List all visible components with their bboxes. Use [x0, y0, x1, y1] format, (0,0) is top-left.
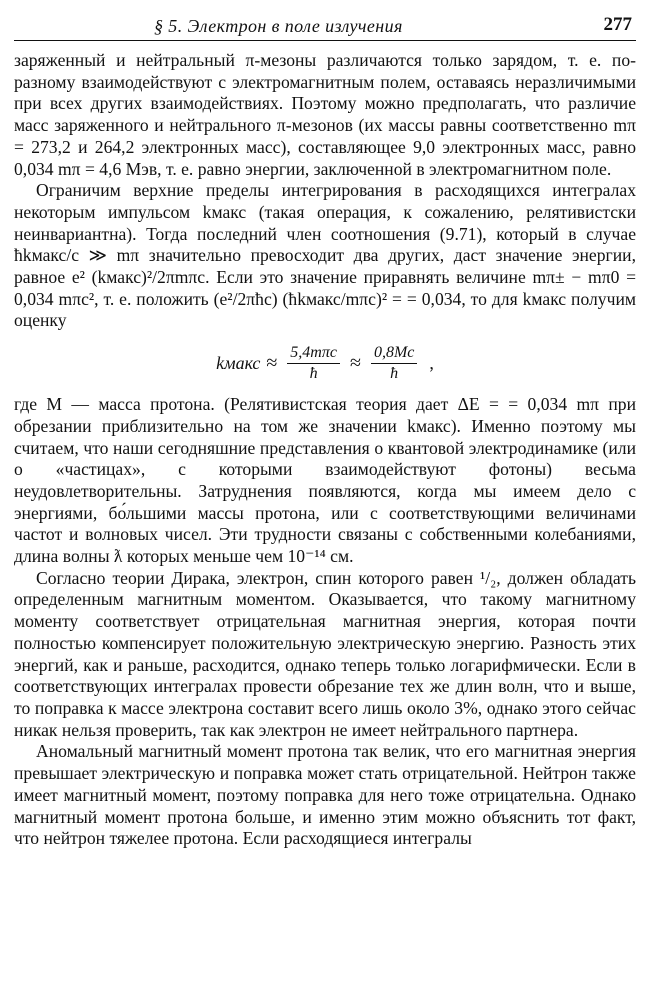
formula-fraction-1 [287, 344, 340, 383]
page-header [14, 10, 636, 41]
paragraph-1: заряженный и нейтральный π-мезоны различаются только зарядом, т. е. по-разному взаимодействуют с электромагнитным полем, оставаясь неразличимыми при всех других взаимодействиях. Поэтому можно предполагать, что различие масс заряженного и нейтрального π-мезонов (их массы равны соответственно mπ = 273,2 и 264,2 электронных масс), составляющее 9,0 электронных масс, равно 0,034 mπ = 4,6 Мэв, т. е. равно энергии, заключенной в электромагнитном поле. [14, 50, 636, 179]
body-text [14, 50, 636, 850]
fraction-1-denominator: ħ [309, 364, 318, 382]
running-head: § 5. Электрон в поле излучения [154, 16, 403, 36]
formula-fraction-2 [371, 344, 417, 383]
formula-k-max [14, 332, 636, 394]
formula-comma: , [429, 352, 434, 373]
fraction-2-denominator: ħ [390, 364, 399, 382]
paragraph-5: Аномальный магнитный момент протона так велик, что его магнитная энергия превышает электрическую и поправка может стать отрицательной. Нейтрон также имеет магнитный момент, поэтому поправка для него тоже отрицательна. Однако магнитный момент протона больше, и именно этим можно объяснить тот факт, что нейтрон тяжелее протона. Если расходящиеся интегралы [14, 741, 636, 849]
paragraph-2: Ограничим верхние пределы интегрирования в расходящихся интегралах некоторым импульсом kмакс (такая операция, к сожалению, релятивистски неинвариантна). Тогда последний член соотношения (9.71), который в случае ħkмакс/c ≫ mπ значительно превосходит два других, даст значение энергии, равное e² (kмакс)²/2πmπc. Если это значение приравнять величине mπ± − mπ0 = 0,034 mπc², т. е. положить (e²/2πħc) (ħkмакс/mπc)² = = 0,034, то для kмакс получим оценку [14, 180, 636, 331]
formula-approx-2: ≈ [349, 351, 361, 374]
paragraph-4: Согласно теории Дирака, электрон, спин которого равен ¹/₂, должен обладать определенным магнитным моментом. Оказывается, что такому магнитному моменту соответствует отрицательная магнитная энергия, которая почти полностью компенсирует положительную электрическую энергию. Разность этих энергий, как и раньше, расходится, однако теперь только логарифмически. Если в соответствующих интегралах провести обрезание тех же длин волн, что и выше, то поправка к массе электрона составит всего лишь около 3%, однако этого сейчас никак нельзя проверить, так как электрон не имеет нейтрального партнера. [14, 567, 636, 740]
formula-approx-1: ≈ [266, 351, 278, 374]
formula-lhs: kмакс [216, 352, 261, 373]
page-number: 277 [603, 14, 632, 35]
fraction-1-numerator: 5,4mπc [287, 344, 340, 364]
paragraph-3: где M — масса протона. (Релятивистская теория дает ΔE = = 0,034 mπ при обрезании приблизительно на том же значении kмакс). Именно поэтому мы считаем, что наши сегодняшние представления о квантовой электродинамике (или о «частицах», с которыми взаимодействуют фотоны) весьма неудовлетворительны. Затруднения появляются, когда мы имеем дело с энергиями, бо́льшими массы протона, или с соответствующими величинами частот и волновых чисел. Эти трудности связаны с собственными колебаниями, длина волны ƛ которых меньше чем 10⁻¹⁴ см. [14, 394, 636, 567]
fraction-2-numerator: 0,8Mc [371, 344, 417, 364]
